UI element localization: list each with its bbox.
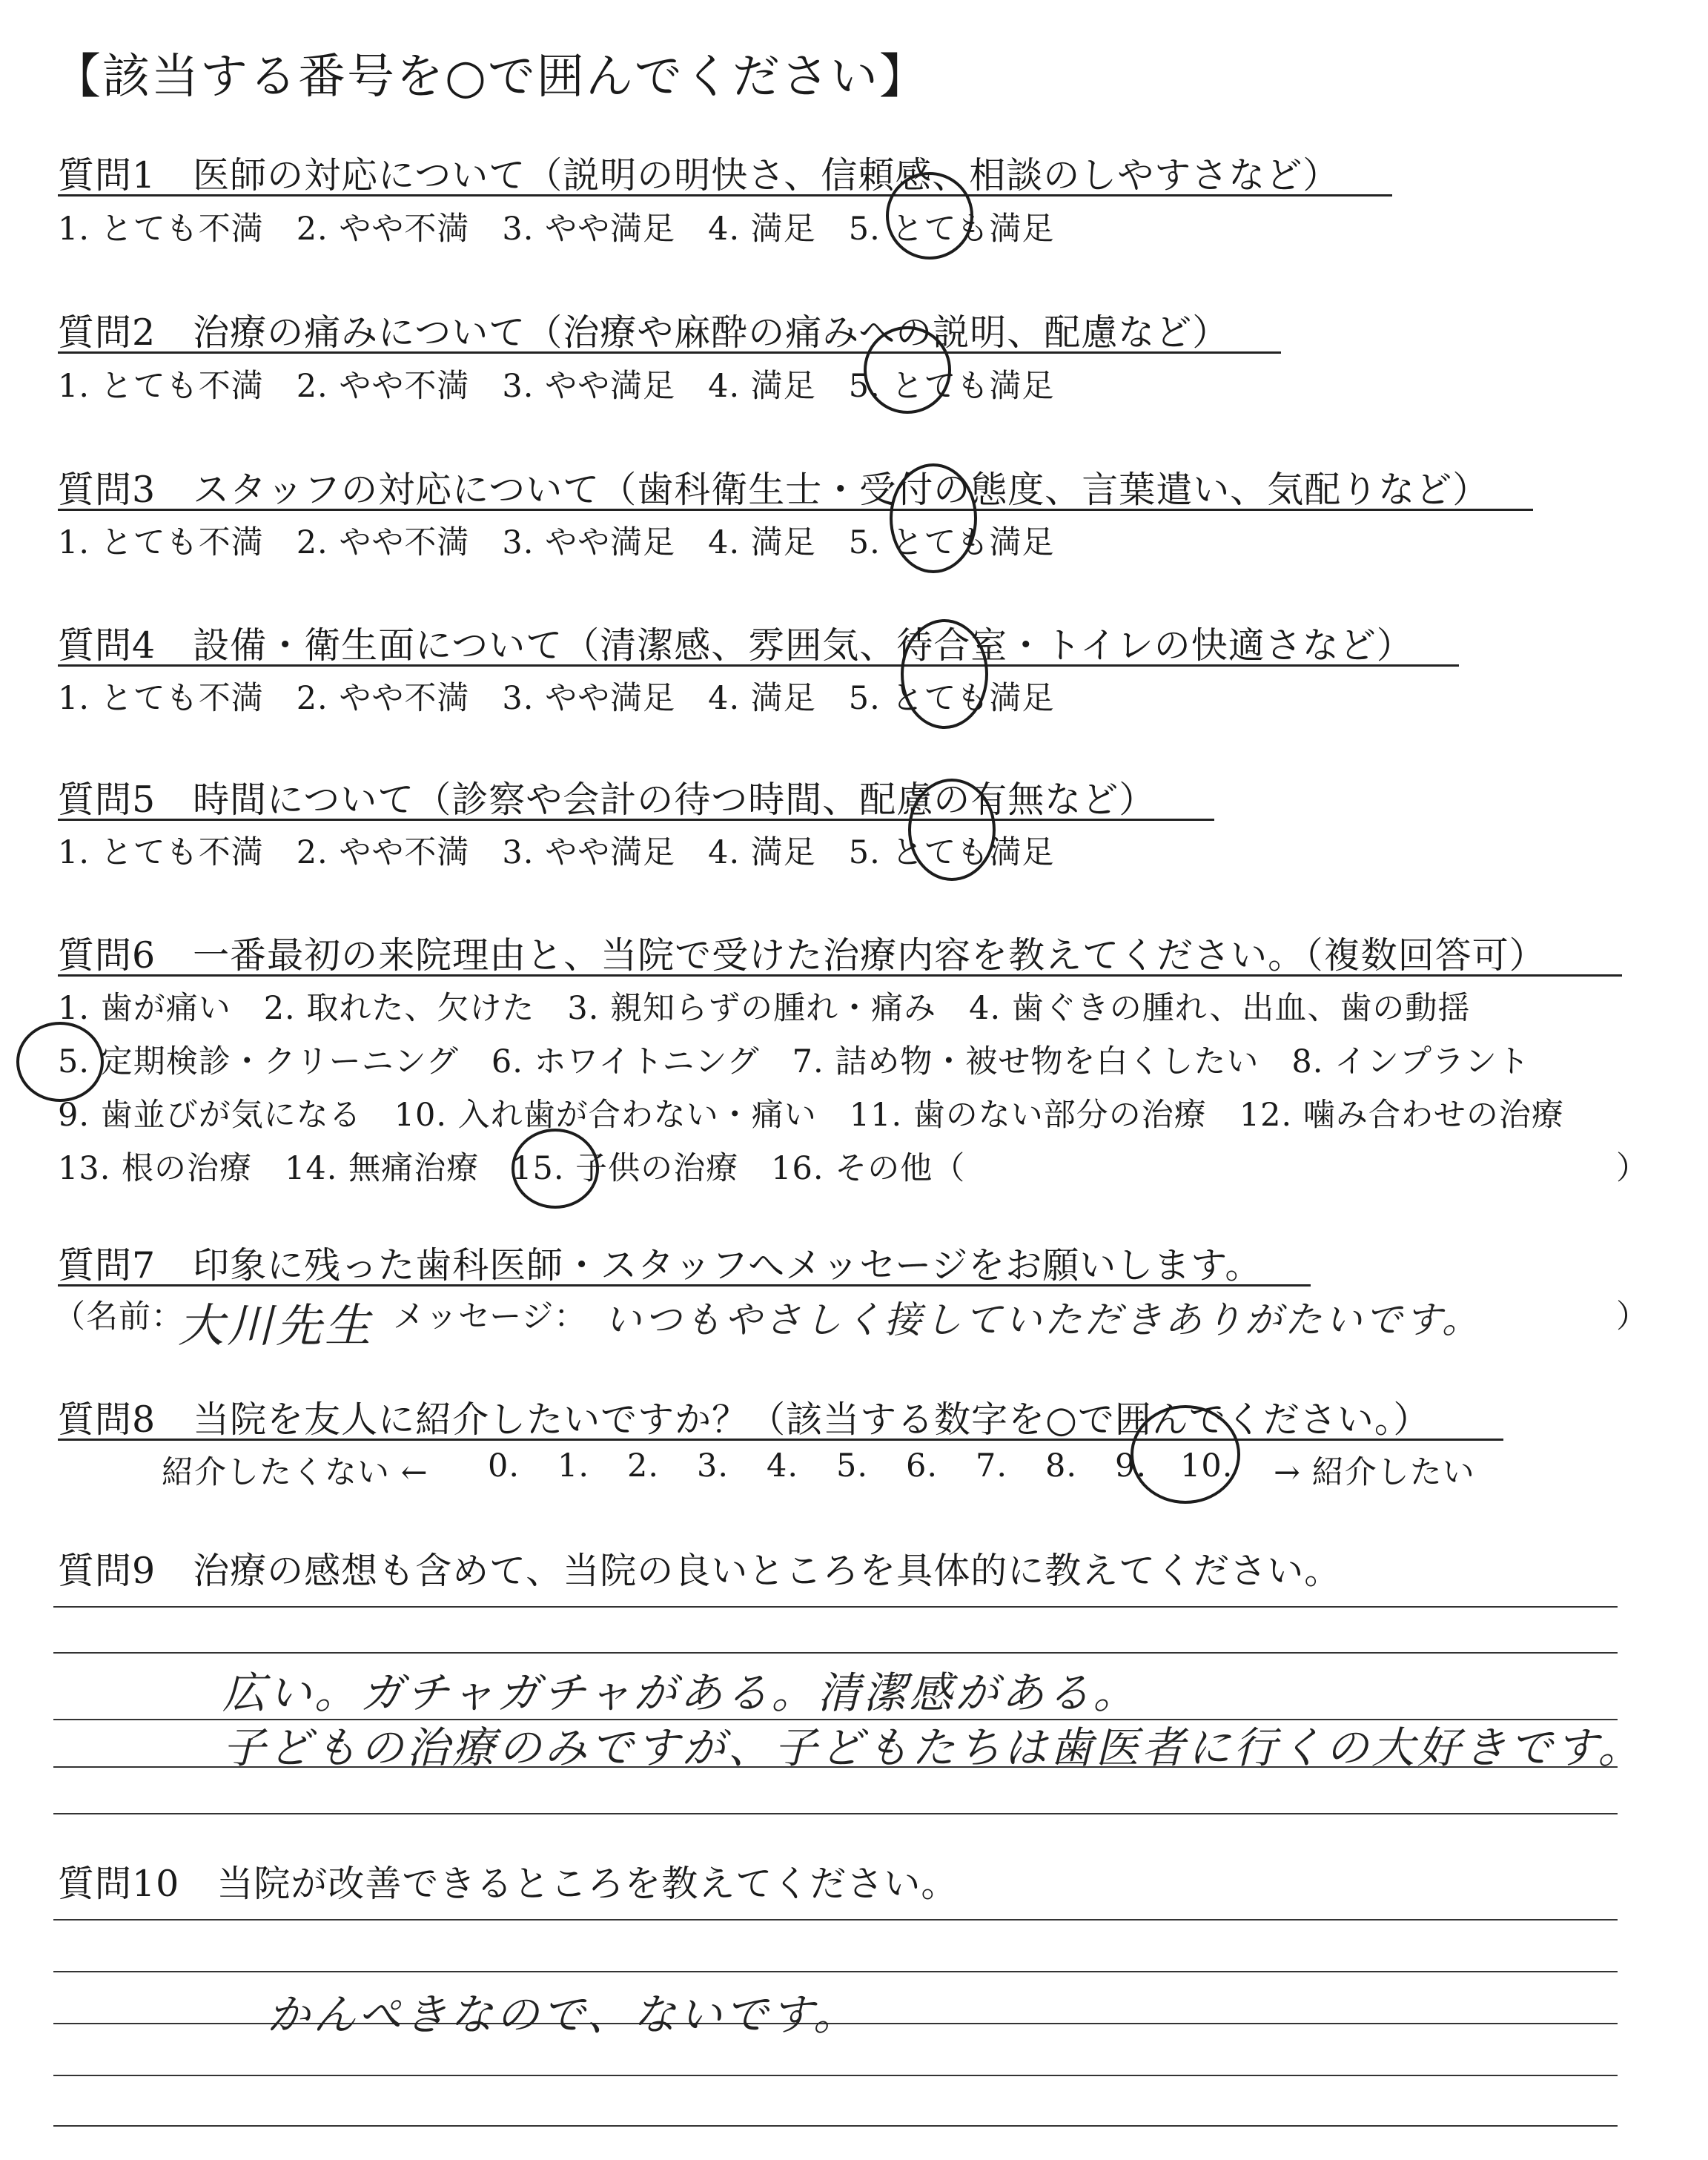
q6-line3: 9. 歯並びが気になる 10. 入れ歯が合わない・痛い 11. 歯のない部分の治療 12. 噛み合わせの治療 — [58, 1097, 1564, 1134]
q9-header: 質問9 治療の感想も含めて、当院の良いところを具体的に教えてください。 — [58, 1550, 1342, 1592]
q8-scale-8: 8. — [1045, 1447, 1078, 1484]
q1-underline — [58, 194, 1392, 196]
q6-header: 質問6 一番最初の来院理由と、当院で受けた治療内容を教えてください。（複数回答可） — [58, 934, 1546, 977]
q8-scale-2: 2. — [627, 1447, 660, 1484]
q7-message-label: メッセージ： — [393, 1298, 587, 1335]
q8-underline — [58, 1439, 1503, 1441]
q6-underline — [58, 974, 1622, 977]
q10-answer-line-5 — [53, 2125, 1618, 2127]
q1-options: 1. とても不満 2. やや不満 3. やや満足 4. 満足 5. とても満足 — [58, 211, 1055, 248]
q8-scale-right: → 紹介したい — [1274, 1454, 1475, 1491]
q8-scale-3: 3. — [697, 1447, 729, 1484]
q10-answer-line-2 — [53, 1971, 1618, 1972]
q5-answer-circle — [908, 779, 996, 881]
q10-answer-line-4 — [53, 2075, 1618, 2076]
q9-answer-line-2 — [53, 1652, 1618, 1654]
q5-underline — [58, 819, 1214, 821]
q3-options: 1. とても不満 2. やや不満 3. やや満足 4. 満足 5. とても満足 — [58, 524, 1055, 561]
q4-header: 質問4 設備・衛生面について（清潔感、雰囲気、待合室・トイレの快適さなど） — [58, 624, 1414, 667]
q7-header: 質問7 印象に残った歯科医師・スタッフへメッセージをお願いします。 — [58, 1244, 1262, 1287]
q9-answer-line-5 — [53, 1813, 1618, 1814]
q6-line1: 1. 歯が痛い 2. 取れた、欠けた 3. 親知らずの腫れ・痛み 4. 歯ぐきの腫れ、出血、歯の動揺 — [58, 990, 1471, 1027]
q6-line2: 5. 定期検診・クリーニング 6. ホワイトニング 7. 詰め物・被せ物を白くしたい 8. インプラント — [58, 1043, 1531, 1080]
q8-scale-7: 7. — [976, 1447, 1008, 1484]
q8-scale-left: 紹介したくない ← — [162, 1454, 428, 1491]
q5-header: 質問5 時間について（診察や会計の待つ時間、配慮の有無など） — [58, 779, 1156, 821]
q6-answer-circle-15 — [512, 1129, 599, 1209]
q2-header: 質問2 治療の痛みについて（治療や麻酔の痛みへの説明、配慮など） — [58, 311, 1230, 354]
q10-handwritten-answer: かんぺきなので、ないです。 — [267, 1989, 860, 2040]
q10-answer-line-1 — [53, 1919, 1618, 1920]
q7-close: ） — [1616, 1298, 1649, 1335]
q8-scale-4: 4. — [767, 1447, 799, 1484]
q9-handwritten-answer-2: 子どもの治療のみですが、子どもたちは歯医者に行くの大好きです。 — [222, 1723, 1644, 1773]
q9-handwritten-answer-1: 広い。ガチャガチャがある。清潔感がある。 — [222, 1668, 1139, 1718]
q5-options: 1. とても不満 2. やや不満 3. やや満足 4. 満足 5. とても満足 — [58, 834, 1055, 871]
q8-answer-circle — [1131, 1405, 1240, 1504]
q8-scale-9: 9. — [1115, 1447, 1148, 1484]
q1-answer-circle — [886, 172, 973, 260]
q8-scale-6: 6. — [906, 1447, 939, 1484]
q6-line4-close: ） — [1616, 1150, 1649, 1187]
q4-options: 1. とても不満 2. やや不満 3. やや満足 4. 満足 5. とても満足 — [58, 680, 1055, 717]
form-title: 【該当する番号を○で囲んでください】 — [53, 50, 928, 105]
q3-answer-circle — [890, 463, 977, 573]
q7-name-handwritten: 大川先生 — [178, 1298, 374, 1353]
q3-underline — [58, 509, 1533, 511]
q7-message-handwritten: いつもやさしく接していただきありがたいです。 — [604, 1298, 1482, 1341]
q6-line4: 13. 根の治療 14. 無痛治療 15. 子供の治療 16. その他（ — [58, 1150, 966, 1187]
q7-name-label: （名前： — [53, 1298, 184, 1335]
q8-scale-0: 0. — [488, 1447, 520, 1484]
q7-underline — [58, 1284, 1311, 1287]
q4-underline — [58, 664, 1459, 667]
q8-header: 質問8 当院を友人に紹介したいですか？（該当する数字を○で囲んでください。） — [58, 1398, 1431, 1441]
q1-header: 質問1 医師の対応について（説明の明快さ、信頼感、相談のしやすさなど） — [58, 154, 1340, 196]
q4-answer-circle — [901, 619, 988, 729]
q2-answer-circle — [864, 326, 951, 414]
q2-underline — [58, 351, 1281, 354]
q3-header: 質問3 スタッフの対応について（歯科衛生士・受付の態度、言葉遣い、気配りなど） — [58, 469, 1490, 511]
q8-scale-1: 1. — [557, 1447, 590, 1484]
q6-answer-circle-5 — [16, 1022, 104, 1102]
q8-scale-10: 10. — [1180, 1447, 1234, 1484]
q2-options: 1. とても不満 2. やや不満 3. やや満足 4. 満足 5. とても満足 — [58, 368, 1055, 405]
q9-answer-line-1 — [53, 1606, 1618, 1608]
q8-scale-5: 5. — [836, 1447, 869, 1484]
q10-header: 質問10 当院が改善できるところを教えてください。 — [58, 1863, 959, 1905]
